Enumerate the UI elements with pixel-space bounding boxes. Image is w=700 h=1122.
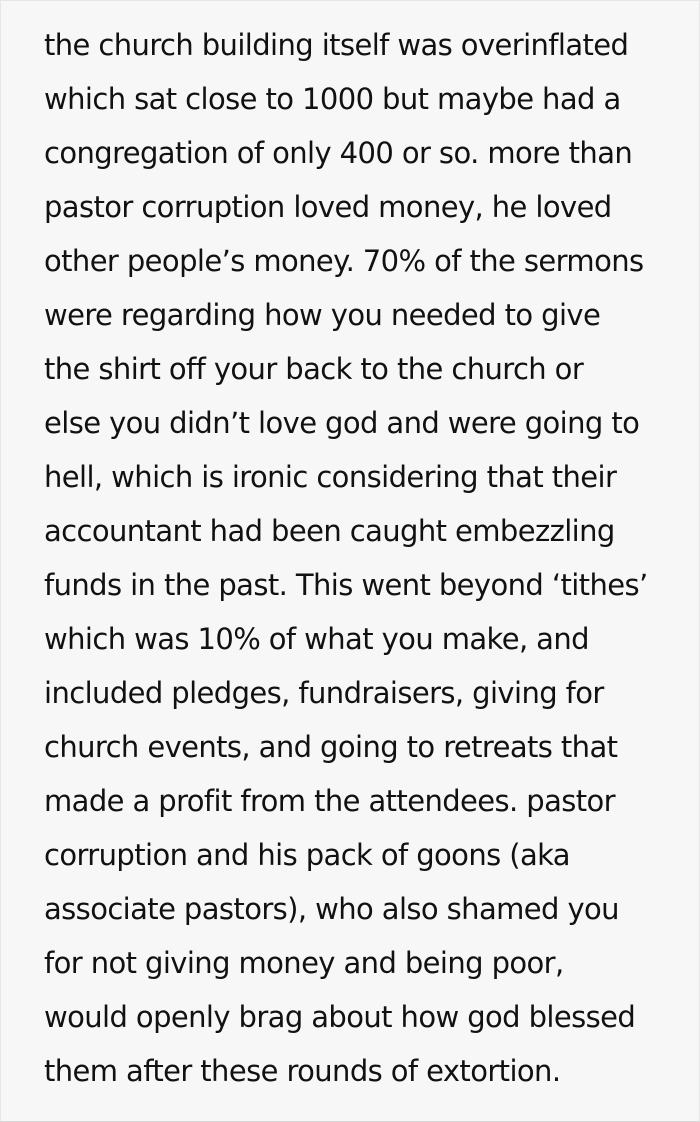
- story-line: associate pastors), who also shamed you: [44, 892, 619, 926]
- story-line: the church building itself was overinflated: [44, 28, 629, 62]
- story-line: which sat close to 1000 but maybe had a: [44, 82, 621, 116]
- story-line: were regarding how you needed to give: [44, 298, 601, 332]
- story-line: accountant had been caught embezzling: [44, 514, 615, 548]
- story-line: would openly brag about how god blessed: [44, 1000, 636, 1034]
- story-line: hell, which is ironic considering that their: [44, 460, 617, 494]
- story-line: them after these rounds of extortion.: [44, 1054, 561, 1088]
- story-line: pastor corruption loved money, he loved: [44, 190, 612, 224]
- story-line: church events, and going to retreats that: [44, 730, 618, 764]
- story-line: the shirt off your back to the church or: [44, 352, 584, 386]
- story-line: corruption and his pack of goons (aka: [44, 838, 570, 872]
- story-line: for not giving money and being poor,: [44, 946, 564, 980]
- story-line: included pledges, fundraisers, giving for: [44, 676, 604, 710]
- story-line: funds in the past. This went beyond ‘tithes’: [44, 568, 648, 602]
- story-line: made a profit from the attendees. pastor: [44, 784, 615, 818]
- story-line: which was 10% of what you make, and: [44, 622, 589, 656]
- story-line: congregation of only 400 or so. more than: [44, 136, 633, 170]
- story-line: else you didn’t love god and were going to: [44, 406, 640, 440]
- story-line: other people’s money. 70% of the sermons: [44, 244, 644, 278]
